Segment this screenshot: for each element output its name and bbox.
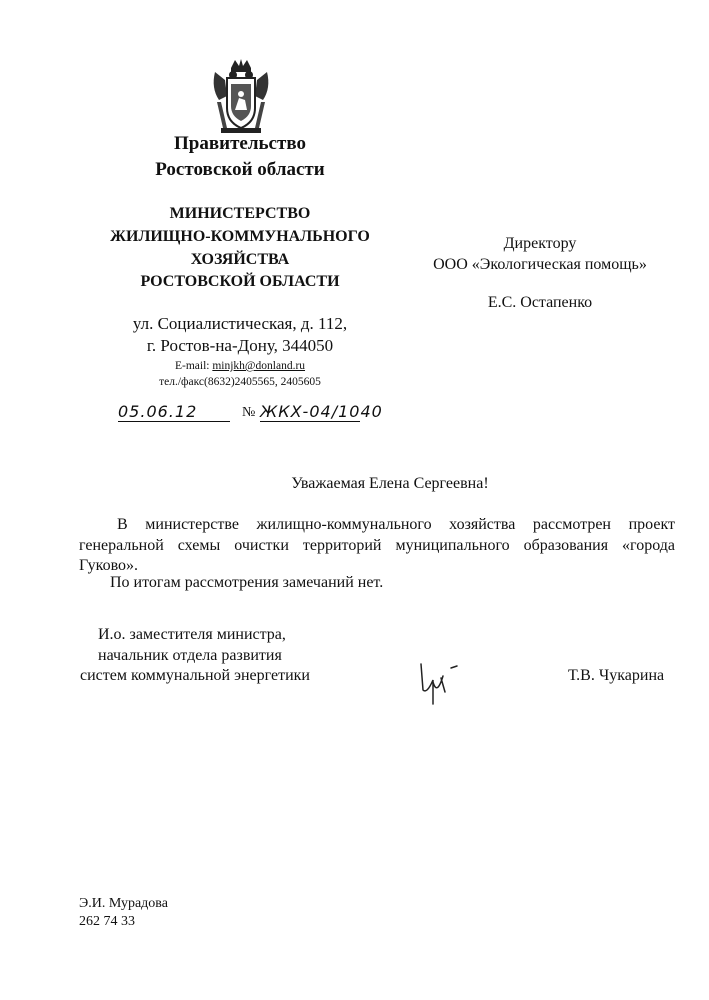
registration-date: 05.06.12 xyxy=(118,402,230,422)
handwritten-signature-icon xyxy=(415,660,465,706)
executor-phone: 262 74 33 xyxy=(79,914,135,929)
signatory-title-line-1: И.о. заместителя министра, xyxy=(98,626,286,643)
paragraph-1-line-2: генеральной схемы очистки территорий муниципального образования «города xyxy=(79,537,675,554)
signatory-name: Т.В. Чукарина xyxy=(568,667,665,684)
recipient-organization: ООО «Экологическая помощь» xyxy=(433,256,647,273)
address-line-2: г. Ростов-на-Дону, 344050 xyxy=(146,336,334,355)
coat-of-arms-icon xyxy=(209,58,273,136)
phone-fax-line: тел./факс(8632)2405565, 2405605 xyxy=(159,376,321,388)
greeting: Уважаемая Елена Сергеевна! xyxy=(291,475,489,492)
paragraph-1-line-3: Гуково». xyxy=(79,557,139,574)
executor-name: Э.И. Мурадова xyxy=(79,896,168,911)
ministry-line-1: МИНИСТЕРСТВО xyxy=(169,205,311,222)
ministry-line-3: ХОЗЯЙСТВА xyxy=(190,251,290,268)
ministry-line-4: РОСТОВСКОЙ ОБЛАСТИ xyxy=(140,273,340,290)
registration-number: ЖКХ-04/1040 xyxy=(260,402,383,421)
recipient-position: Директору xyxy=(503,235,577,252)
email-label: E-mail: xyxy=(174,360,210,372)
signatory-title-line-2: начальник отдела развития xyxy=(98,647,282,664)
recipient-name: Е.С. Остапенко xyxy=(487,294,593,311)
government-line-2: Ростовской области xyxy=(155,159,325,180)
paragraph-1-line-1: В министерстве жилищно-коммунального хозяйства рассмотрен проект xyxy=(117,516,675,533)
paragraph-2: По итогам рассмотрения замечаний нет. xyxy=(110,574,384,591)
email-link[interactable]: minjkh@donland.ru xyxy=(212,360,306,372)
number-sign: № xyxy=(242,405,256,420)
signatory-title-line-3: систем коммунальной энергетики xyxy=(80,667,310,684)
address-line-1: ул. Социалистическая, д. 112, xyxy=(132,314,348,333)
email-line xyxy=(120,360,360,372)
government-line-1: Правительство xyxy=(174,133,306,154)
ministry-line-2: ЖИЛИЩНО-КОММУНАЛЬНОГО xyxy=(110,228,370,245)
